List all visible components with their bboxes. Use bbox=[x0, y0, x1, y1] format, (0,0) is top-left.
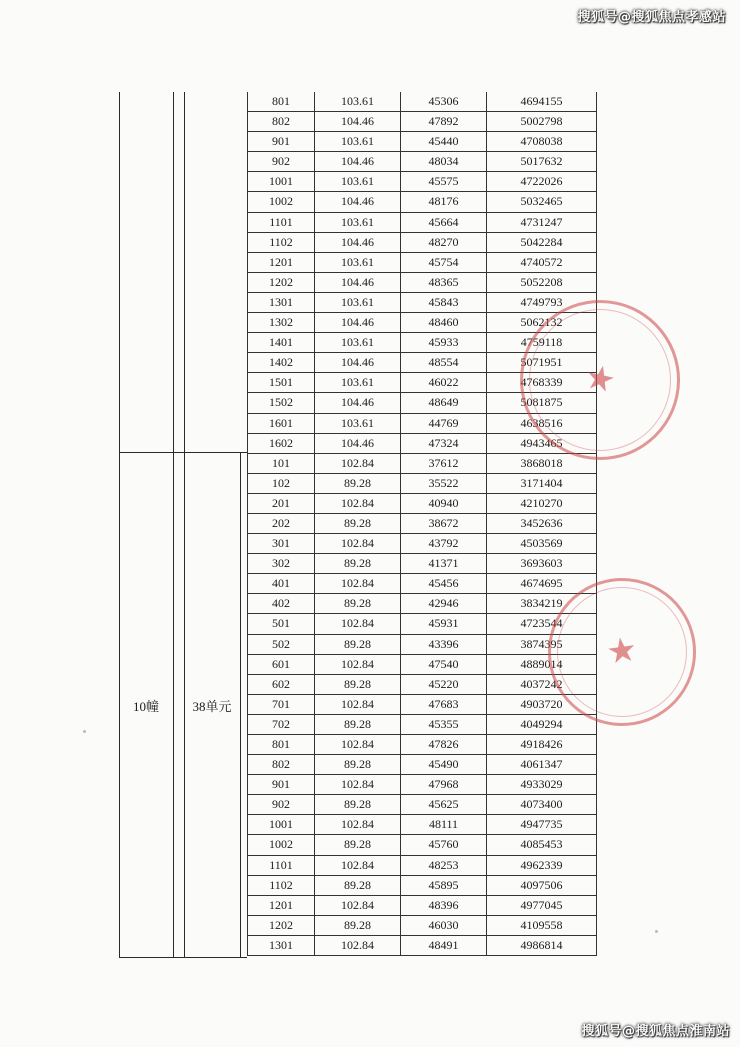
table-row bbox=[247, 675, 597, 695]
room-number-cell: 802 bbox=[247, 755, 315, 774]
table-row bbox=[247, 273, 597, 293]
area-cell: 102.84 bbox=[315, 695, 401, 714]
area-cell: 103.61 bbox=[315, 333, 401, 352]
unit-column-right bbox=[240, 452, 241, 958]
total-price-cell: 4986814 bbox=[487, 936, 597, 955]
area-cell: 89.28 bbox=[315, 795, 401, 814]
unit-price-cell: 44769 bbox=[401, 414, 487, 433]
area-cell: 103.61 bbox=[315, 253, 401, 272]
unit-price-cell: 47826 bbox=[401, 735, 487, 754]
total-price-cell: 4903720 bbox=[487, 695, 597, 714]
group-divider bbox=[119, 452, 247, 453]
area-cell: 102.84 bbox=[315, 735, 401, 754]
area-cell: 104.46 bbox=[315, 273, 401, 292]
building-label: 10幢 bbox=[132, 699, 159, 714]
star-icon: ★ bbox=[581, 358, 619, 401]
unit-price-cell: 47683 bbox=[401, 695, 487, 714]
total-price-cell: 4722026 bbox=[487, 172, 597, 191]
unit-price-cell: 42946 bbox=[401, 594, 487, 613]
room-number-cell: 1601 bbox=[247, 414, 315, 433]
area-cell: 102.84 bbox=[315, 614, 401, 633]
table-row bbox=[247, 474, 597, 494]
total-price-cell: 3452636 bbox=[487, 514, 597, 533]
area-cell: 103.61 bbox=[315, 172, 401, 191]
total-price-cell: 3868018 bbox=[487, 454, 597, 473]
total-price-cell: 5017632 bbox=[487, 152, 597, 171]
table-row bbox=[247, 735, 597, 755]
area-cell: 104.46 bbox=[315, 434, 401, 453]
total-price-cell: 4085453 bbox=[487, 835, 597, 854]
table-row bbox=[247, 896, 597, 916]
area-cell: 104.46 bbox=[315, 393, 401, 412]
room-number-cell: 101 bbox=[247, 454, 315, 473]
table-row bbox=[247, 795, 597, 815]
room-number-cell: 1101 bbox=[247, 856, 315, 875]
total-price-cell: 4933029 bbox=[487, 775, 597, 794]
unit-price-cell: 48176 bbox=[401, 192, 487, 211]
area-cell: 103.61 bbox=[315, 373, 401, 392]
table-row bbox=[247, 293, 597, 313]
room-number-cell: 1201 bbox=[247, 896, 315, 915]
unit-price-cell: 48111 bbox=[401, 815, 487, 834]
unit-price-cell: 45843 bbox=[401, 293, 487, 312]
room-number-cell: 302 bbox=[247, 554, 315, 573]
total-price-cell: 4109558 bbox=[487, 916, 597, 935]
table-row bbox=[247, 655, 597, 675]
table-row bbox=[247, 192, 597, 212]
room-number-cell: 1002 bbox=[247, 835, 315, 854]
unit-label: 38单元 bbox=[192, 699, 232, 714]
unit-price-cell: 45456 bbox=[401, 574, 487, 593]
table-row bbox=[247, 916, 597, 936]
table-left-border bbox=[119, 92, 120, 958]
table-row bbox=[247, 815, 597, 835]
unit-price-cell: 45625 bbox=[401, 795, 487, 814]
area-cell: 102.84 bbox=[315, 534, 401, 553]
total-price-cell: 4210270 bbox=[487, 494, 597, 513]
unit-price-cell: 38672 bbox=[401, 514, 487, 533]
total-price-cell: 4694155 bbox=[487, 92, 597, 111]
total-price-cell: 3834219 bbox=[487, 594, 597, 613]
total-price-cell: 5062132 bbox=[487, 313, 597, 332]
area-cell: 103.61 bbox=[315, 132, 401, 151]
building-column-divider bbox=[173, 92, 174, 958]
unit-price-cell: 41371 bbox=[401, 554, 487, 573]
unit-price-cell: 47540 bbox=[401, 655, 487, 674]
unit-price-cell: 45895 bbox=[401, 876, 487, 895]
area-cell: 103.61 bbox=[315, 293, 401, 312]
table-row bbox=[247, 112, 597, 132]
table-row bbox=[247, 614, 597, 634]
area-cell: 89.28 bbox=[315, 514, 401, 533]
table-row bbox=[247, 514, 597, 534]
total-price-cell: 5071951 bbox=[487, 353, 597, 372]
total-price-cell: 4061347 bbox=[487, 755, 597, 774]
area-cell: 89.28 bbox=[315, 635, 401, 654]
area-cell: 102.84 bbox=[315, 896, 401, 915]
unit-price-cell: 45575 bbox=[401, 172, 487, 191]
room-number-cell: 801 bbox=[247, 92, 315, 111]
table-row bbox=[247, 936, 597, 956]
table-row bbox=[247, 594, 597, 614]
unit-price-cell: 43396 bbox=[401, 635, 487, 654]
room-number-cell: 102 bbox=[247, 474, 315, 493]
area-cell: 102.84 bbox=[315, 655, 401, 674]
area-cell: 89.28 bbox=[315, 554, 401, 573]
watermark-bottom: 搜狐号@搜狐焦点淮南站 bbox=[581, 1024, 730, 1039]
unit-price-cell: 45355 bbox=[401, 715, 487, 734]
room-number-cell: 1002 bbox=[247, 192, 315, 211]
unit-price-cell: 45306 bbox=[401, 92, 487, 111]
table-row bbox=[247, 554, 597, 574]
room-number-cell: 1301 bbox=[247, 293, 315, 312]
total-price-cell: 4708038 bbox=[487, 132, 597, 151]
unit-price-cell: 37612 bbox=[401, 454, 487, 473]
area-cell: 103.61 bbox=[315, 213, 401, 232]
table-row bbox=[247, 876, 597, 896]
room-number-cell: 902 bbox=[247, 152, 315, 171]
table-row bbox=[247, 152, 597, 172]
table-row bbox=[247, 775, 597, 795]
area-cell: 104.46 bbox=[315, 192, 401, 211]
total-price-cell: 4723544 bbox=[487, 614, 597, 633]
area-cell: 102.84 bbox=[315, 936, 401, 955]
room-number-cell: 802 bbox=[247, 112, 315, 131]
table-row bbox=[247, 715, 597, 735]
area-cell: 102.84 bbox=[315, 856, 401, 875]
room-number-cell: 1001 bbox=[247, 172, 315, 191]
table-row bbox=[247, 233, 597, 253]
total-price-cell: 4097506 bbox=[487, 876, 597, 895]
room-number-cell: 402 bbox=[247, 594, 315, 613]
table-row bbox=[247, 695, 597, 715]
room-number-cell: 1102 bbox=[247, 233, 315, 252]
paper-speck bbox=[655, 930, 658, 933]
room-number-cell: 1302 bbox=[247, 313, 315, 332]
area-cell: 104.46 bbox=[315, 353, 401, 372]
table-row bbox=[247, 574, 597, 594]
area-cell: 102.84 bbox=[315, 574, 401, 593]
area-cell: 89.28 bbox=[315, 594, 401, 613]
area-cell: 89.28 bbox=[315, 715, 401, 734]
area-cell: 104.46 bbox=[315, 152, 401, 171]
area-cell: 102.84 bbox=[315, 454, 401, 473]
paper-speck bbox=[83, 730, 86, 733]
room-number-cell: 1202 bbox=[247, 273, 315, 292]
total-price-cell: 4731247 bbox=[487, 213, 597, 232]
room-number-cell: 401 bbox=[247, 574, 315, 593]
table-row bbox=[247, 213, 597, 233]
total-price-cell: 5002798 bbox=[487, 112, 597, 131]
total-price-cell: 4073400 bbox=[487, 795, 597, 814]
unit-price-cell: 46022 bbox=[401, 373, 487, 392]
room-number-cell: 1502 bbox=[247, 393, 315, 412]
table-row bbox=[247, 454, 597, 474]
area-cell: 102.84 bbox=[315, 494, 401, 513]
room-number-cell: 1001 bbox=[247, 815, 315, 834]
table-row bbox=[247, 635, 597, 655]
unit-price-cell: 48396 bbox=[401, 896, 487, 915]
unit-price-cell: 48253 bbox=[401, 856, 487, 875]
unit-price-cell: 45760 bbox=[401, 835, 487, 854]
area-cell: 104.46 bbox=[315, 233, 401, 252]
room-number-cell: 1602 bbox=[247, 434, 315, 453]
area-cell: 103.61 bbox=[315, 414, 401, 433]
unit-price-cell: 45220 bbox=[401, 675, 487, 694]
room-number-cell: 201 bbox=[247, 494, 315, 513]
room-number-cell: 1402 bbox=[247, 353, 315, 372]
area-cell: 89.28 bbox=[315, 916, 401, 935]
area-cell: 89.28 bbox=[315, 474, 401, 493]
room-number-cell: 702 bbox=[247, 715, 315, 734]
watermark-top: 搜狐号@搜狐焦点孝感站 bbox=[577, 10, 726, 25]
unit-price-cell: 43792 bbox=[401, 534, 487, 553]
unit-price-cell: 45754 bbox=[401, 253, 487, 272]
table-row bbox=[247, 494, 597, 514]
unit-price-cell: 45933 bbox=[401, 333, 487, 352]
table-row bbox=[247, 534, 597, 554]
area-cell: 103.61 bbox=[315, 92, 401, 111]
room-number-cell: 801 bbox=[247, 735, 315, 754]
total-price-cell: 4037242 bbox=[487, 675, 597, 694]
total-price-cell: 3693603 bbox=[487, 554, 597, 573]
room-number-cell: 901 bbox=[247, 775, 315, 794]
area-cell: 89.28 bbox=[315, 835, 401, 854]
total-price-cell: 5042284 bbox=[487, 233, 597, 252]
room-number-cell: 902 bbox=[247, 795, 315, 814]
total-price-cell: 3171404 bbox=[487, 474, 597, 493]
table-row bbox=[247, 172, 597, 192]
room-number-cell: 601 bbox=[247, 655, 315, 674]
room-number-cell: 1102 bbox=[247, 876, 315, 895]
room-number-cell: 501 bbox=[247, 614, 315, 633]
area-cell: 102.84 bbox=[315, 775, 401, 794]
area-cell: 102.84 bbox=[315, 815, 401, 834]
area-cell: 89.28 bbox=[315, 755, 401, 774]
room-number-cell: 701 bbox=[247, 695, 315, 714]
unit-price-cell: 46030 bbox=[401, 916, 487, 935]
unit-price-cell: 48365 bbox=[401, 273, 487, 292]
table-row bbox=[247, 755, 597, 775]
unit-price-cell: 45490 bbox=[401, 755, 487, 774]
table-row bbox=[247, 92, 597, 112]
room-number-cell: 502 bbox=[247, 635, 315, 654]
total-price-cell: 3874395 bbox=[487, 635, 597, 654]
table-bottom-border bbox=[119, 957, 247, 958]
room-number-cell: 202 bbox=[247, 514, 315, 533]
unit-price-cell: 45440 bbox=[401, 132, 487, 151]
unit-price-cell: 45664 bbox=[401, 213, 487, 232]
room-number-cell: 1401 bbox=[247, 333, 315, 352]
total-price-cell: 5032465 bbox=[487, 192, 597, 211]
room-number-cell: 1301 bbox=[247, 936, 315, 955]
total-price-cell: 4674695 bbox=[487, 574, 597, 593]
area-cell: 89.28 bbox=[315, 675, 401, 694]
price-table bbox=[247, 92, 597, 956]
room-number-cell: 1501 bbox=[247, 373, 315, 392]
unit-price-cell: 45931 bbox=[401, 614, 487, 633]
unit-price-cell: 35522 bbox=[401, 474, 487, 493]
total-price-cell: 4638516 bbox=[487, 414, 597, 433]
unit-price-cell: 48270 bbox=[401, 233, 487, 252]
table-row bbox=[247, 856, 597, 876]
unit-price-cell: 48460 bbox=[401, 313, 487, 332]
room-number-cell: 301 bbox=[247, 534, 315, 553]
unit-price-cell: 48649 bbox=[401, 393, 487, 412]
table-row bbox=[247, 835, 597, 855]
total-price-cell: 4759118 bbox=[487, 333, 597, 352]
total-price-cell: 4740572 bbox=[487, 253, 597, 272]
total-price-cell: 4503569 bbox=[487, 534, 597, 553]
total-price-cell: 4947735 bbox=[487, 815, 597, 834]
unit-price-cell: 48491 bbox=[401, 936, 487, 955]
room-number-cell: 901 bbox=[247, 132, 315, 151]
total-price-cell: 4918426 bbox=[487, 735, 597, 754]
total-price-cell: 4768339 bbox=[487, 373, 597, 392]
total-price-cell: 5052208 bbox=[487, 273, 597, 292]
total-price-cell: 4049294 bbox=[487, 715, 597, 734]
room-number-cell: 1201 bbox=[247, 253, 315, 272]
unit-price-cell: 47892 bbox=[401, 112, 487, 131]
room-number-cell: 1202 bbox=[247, 916, 315, 935]
table-row bbox=[247, 132, 597, 152]
total-price-cell: 4962339 bbox=[487, 856, 597, 875]
total-price-cell: 4943465 bbox=[487, 434, 597, 453]
unit-price-cell: 40940 bbox=[401, 494, 487, 513]
unit-price-cell: 48034 bbox=[401, 152, 487, 171]
total-price-cell: 4749793 bbox=[487, 293, 597, 312]
unit-price-cell: 47968 bbox=[401, 775, 487, 794]
unit-price-cell: 47324 bbox=[401, 434, 487, 453]
unit-price-cell: 48554 bbox=[401, 353, 487, 372]
area-cell: 104.46 bbox=[315, 112, 401, 131]
total-price-cell: 4977045 bbox=[487, 896, 597, 915]
unit-column-divider bbox=[184, 92, 185, 958]
area-cell: 104.46 bbox=[315, 313, 401, 332]
room-number-cell: 1101 bbox=[247, 213, 315, 232]
star-icon: ★ bbox=[604, 631, 640, 672]
table-row bbox=[247, 253, 597, 273]
area-cell: 89.28 bbox=[315, 876, 401, 895]
total-price-cell: 5081875 bbox=[487, 393, 597, 412]
total-price-cell: 4889014 bbox=[487, 655, 597, 674]
room-number-cell: 602 bbox=[247, 675, 315, 694]
